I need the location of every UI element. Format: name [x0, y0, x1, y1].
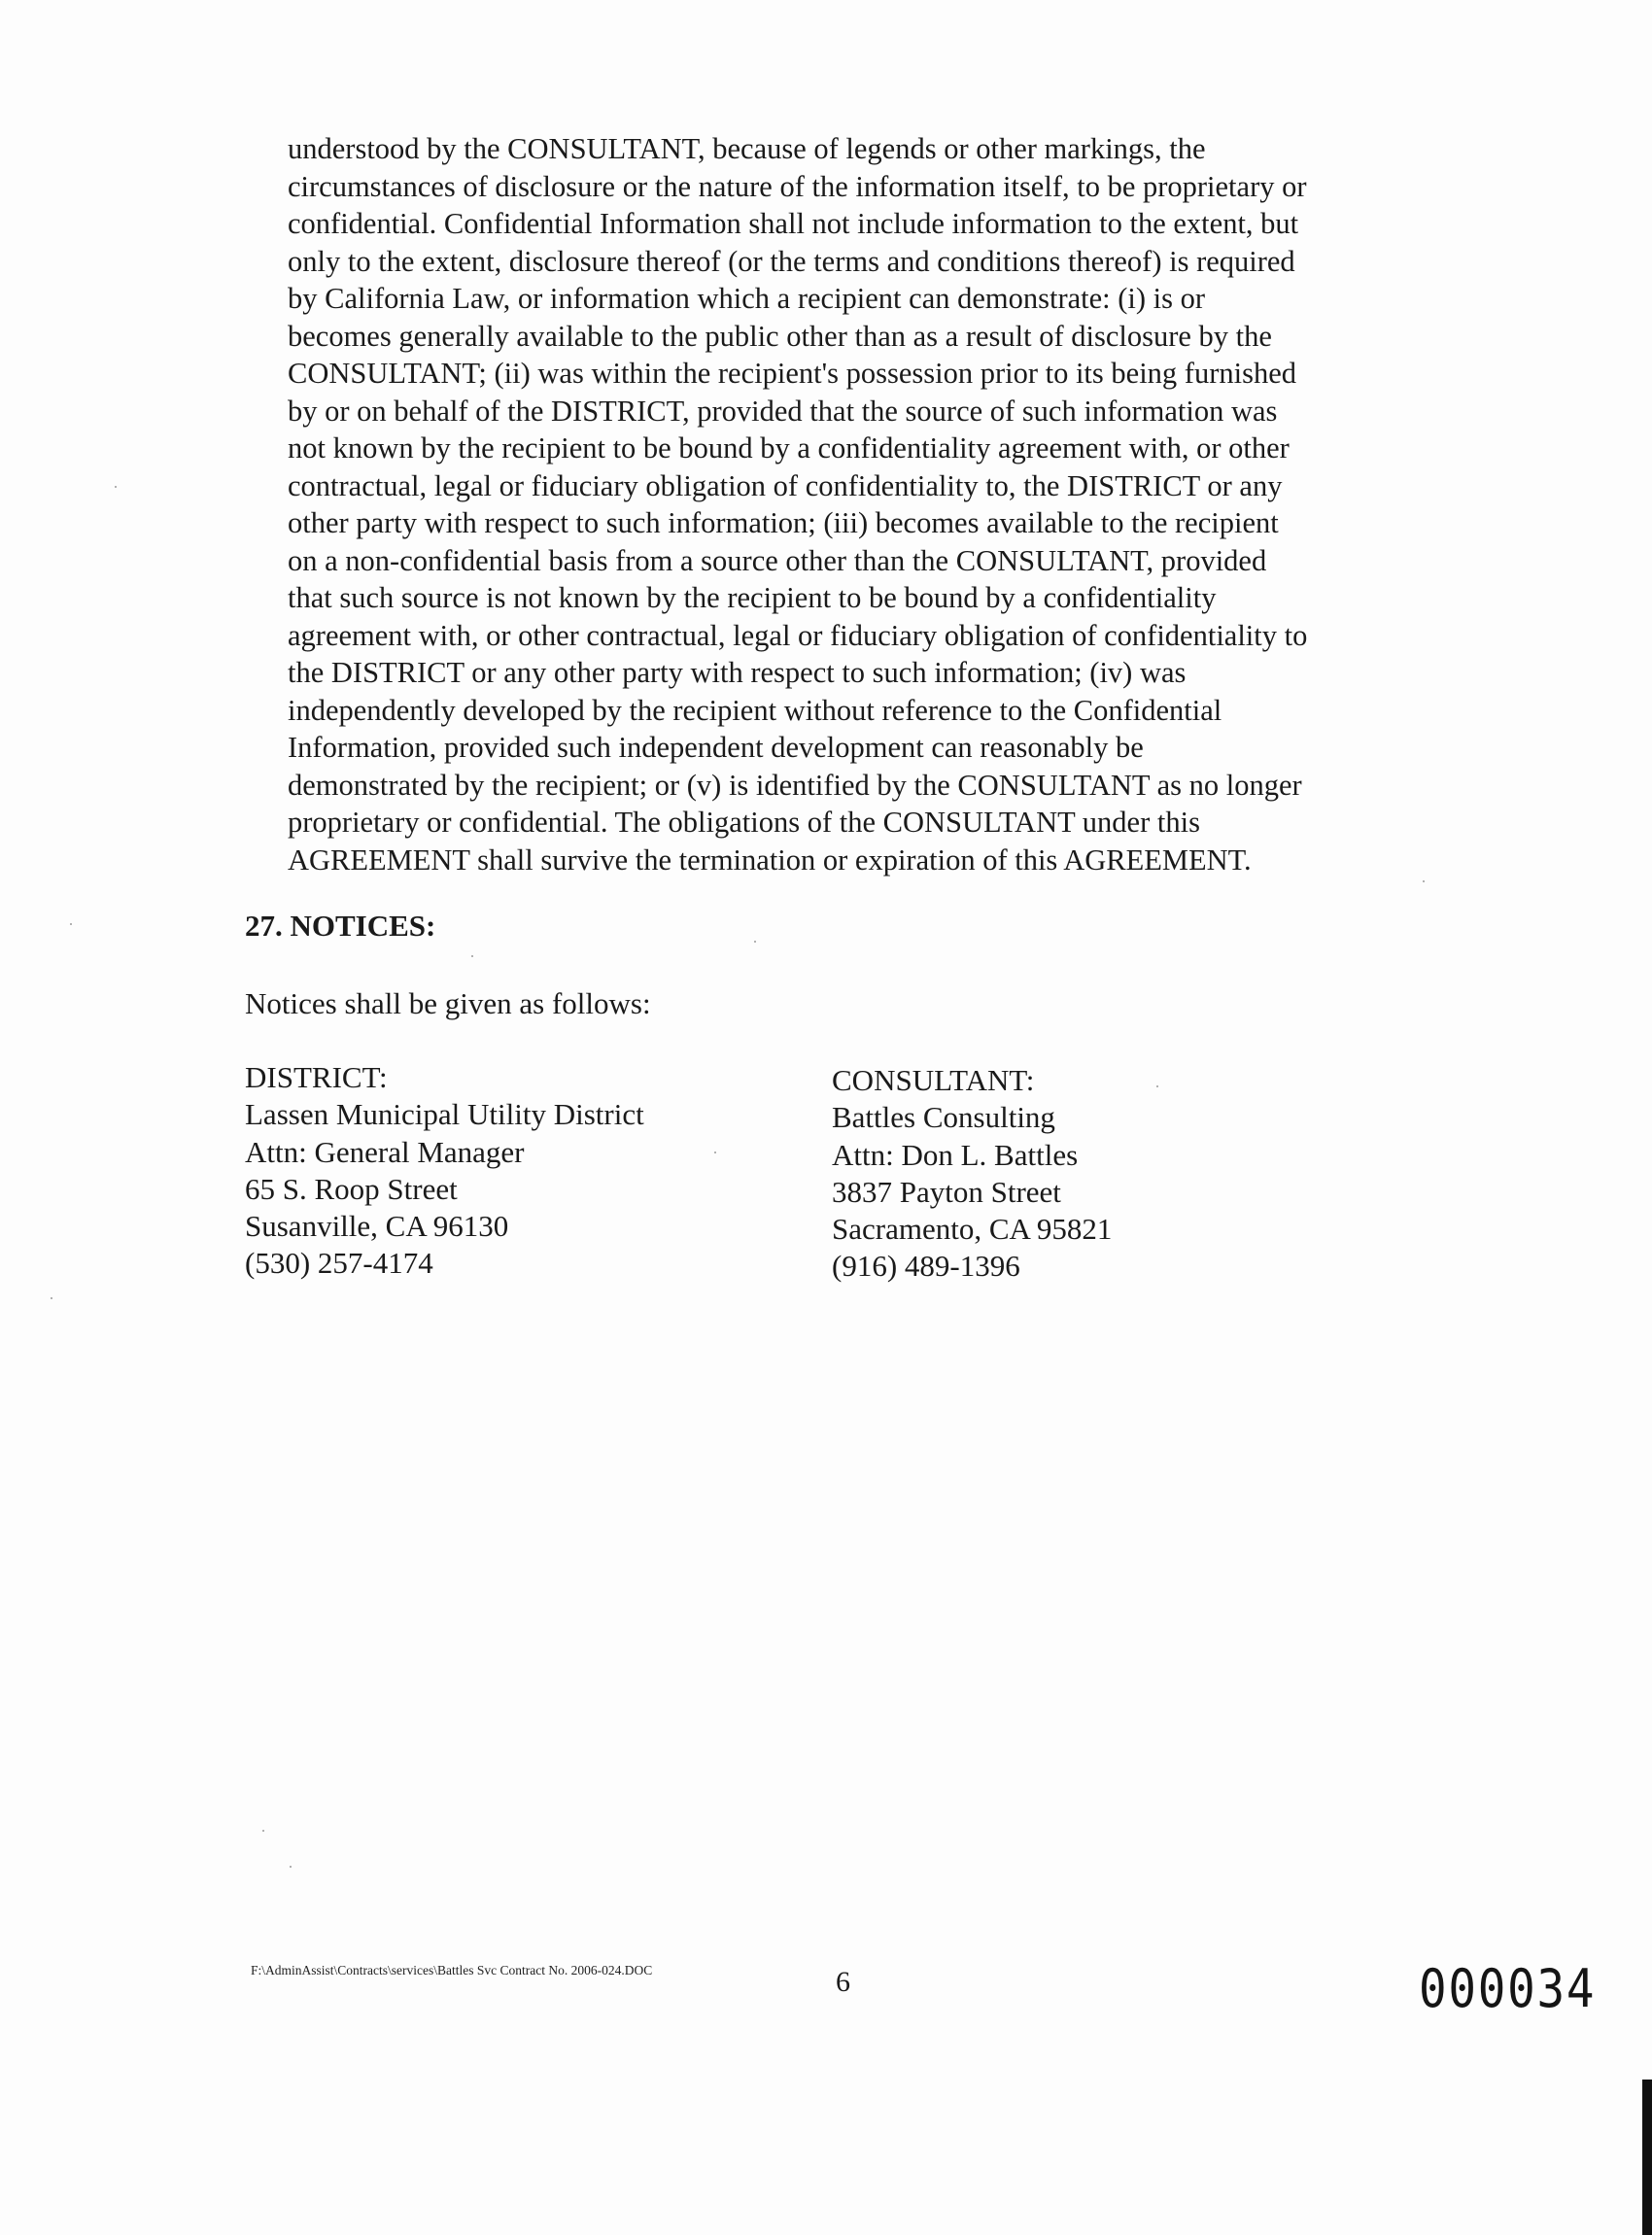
district-attn: Attn: General Manager: [245, 1134, 525, 1169]
paragraph-line: becomes generally available to the public other than as a result of disclosure by the: [288, 319, 1272, 353]
paragraph-line: the DISTRICT or any other party with respect to such information; (iv) was: [288, 656, 1187, 689]
paragraph-line: that such source is not known by the recipient to be bound by a confidentiality: [288, 581, 1217, 614]
footer-file-path: F:\AdminAssist\Contracts\services\Battles Svc Contract No. 2006-024.DOC: [251, 1963, 653, 1977]
paragraph-line: circumstances of disclosure or the nature of the information itself, to be proprietary or: [288, 169, 1307, 203]
district-phone: (530) 257-4174: [245, 1246, 433, 1281]
paragraph-line: Information, provided such independent development can reasonably be: [288, 731, 1144, 764]
paragraph-line: independently developed by the recipient without reference to the Confidential: [288, 693, 1222, 727]
paragraph-line: on a non-confidential basis from a source other than the CONSULTANT, provided: [288, 543, 1267, 577]
district-street: 65 S. Roop Street: [245, 1171, 458, 1206]
consultant-attn: Attn: Don L. Battles: [832, 1137, 1079, 1172]
scan-speck: [262, 1830, 264, 1832]
district-address-block: [245, 1059, 644, 1283]
scan-speck: [51, 1297, 52, 1299]
paragraph-line: not known by the recipient to be bound by a confidentiality agreement with, or other: [288, 431, 1290, 464]
consultant-city: Sacramento, CA 95821: [832, 1212, 1113, 1247]
bates-stamp-number: 000034: [1419, 1958, 1597, 2019]
paragraph-line: confidential. Confidential Information shall not include information to the extent, but: [288, 207, 1299, 240]
paragraph-line: proprietary or confidential. The obligations of the CONSULTANT under this: [288, 806, 1200, 839]
district-name: Lassen Municipal Utility District: [245, 1097, 644, 1132]
scan-speck: [1156, 1085, 1158, 1087]
scan-speck: [1423, 880, 1425, 882]
section-heading-notices: 27. NOTICES:: [245, 909, 436, 943]
scan-speck: [290, 1866, 292, 1868]
paragraph-line: by or on behalf of the DISTRICT, provided that the source of such information was: [288, 394, 1278, 428]
paragraph-line: other party with respect to such information; (iii) becomes available to the recipient: [288, 506, 1279, 539]
consultant-label: CONSULTANT:: [832, 1063, 1035, 1097]
paragraph-line: by California Law, or information which a recipient can demonstrate: (i) is or: [288, 282, 1206, 315]
page-number: 6: [836, 1966, 850, 1998]
paragraph-line: only to the extent, disclosure thereof (or the terms and conditions thereof) is required: [288, 244, 1295, 278]
paragraph-line: agreement with, or other contractual, legal or fiduciary obligation of confidentiality to: [288, 618, 1308, 652]
district-label: DISTRICT:: [245, 1060, 388, 1094]
section-intro: Notices shall be given as follows:: [245, 986, 651, 1020]
paragraph-line: demonstrated by the recipient; or (v) is identified by the CONSULTANT as no longer: [288, 768, 1302, 802]
scan-speck: [754, 941, 756, 943]
scan-speck: [70, 923, 72, 925]
paragraph-line: CONSULTANT; (ii) was within the recipient's possession prior to its being furnished: [288, 357, 1296, 390]
scan-speck: [714, 1152, 716, 1153]
district-city: Susanville, CA 96130: [245, 1209, 509, 1244]
consultant-street: 3837 Payton Street: [832, 1174, 1061, 1209]
consultant-phone: (916) 489-1396: [832, 1249, 1020, 1284]
scan-speck: [115, 486, 117, 488]
confidentiality-paragraph: [288, 130, 1454, 878]
consultant-address-block: [832, 1062, 1112, 1286]
paragraph-line: understood by the CONSULTANT, because of legends or other markings, the: [288, 132, 1206, 165]
consultant-name: Battles Consulting: [832, 1100, 1055, 1135]
paragraph-line: contractual, legal or fiduciary obligation of confidentiality to, the DISTRICT or any: [288, 468, 1283, 502]
scan-edge-mark: [1642, 2080, 1652, 2235]
paragraph-line: AGREEMENT shall survive the termination or expiration of this AGREEMENT.: [288, 842, 1252, 877]
scan-speck: [471, 955, 473, 957]
